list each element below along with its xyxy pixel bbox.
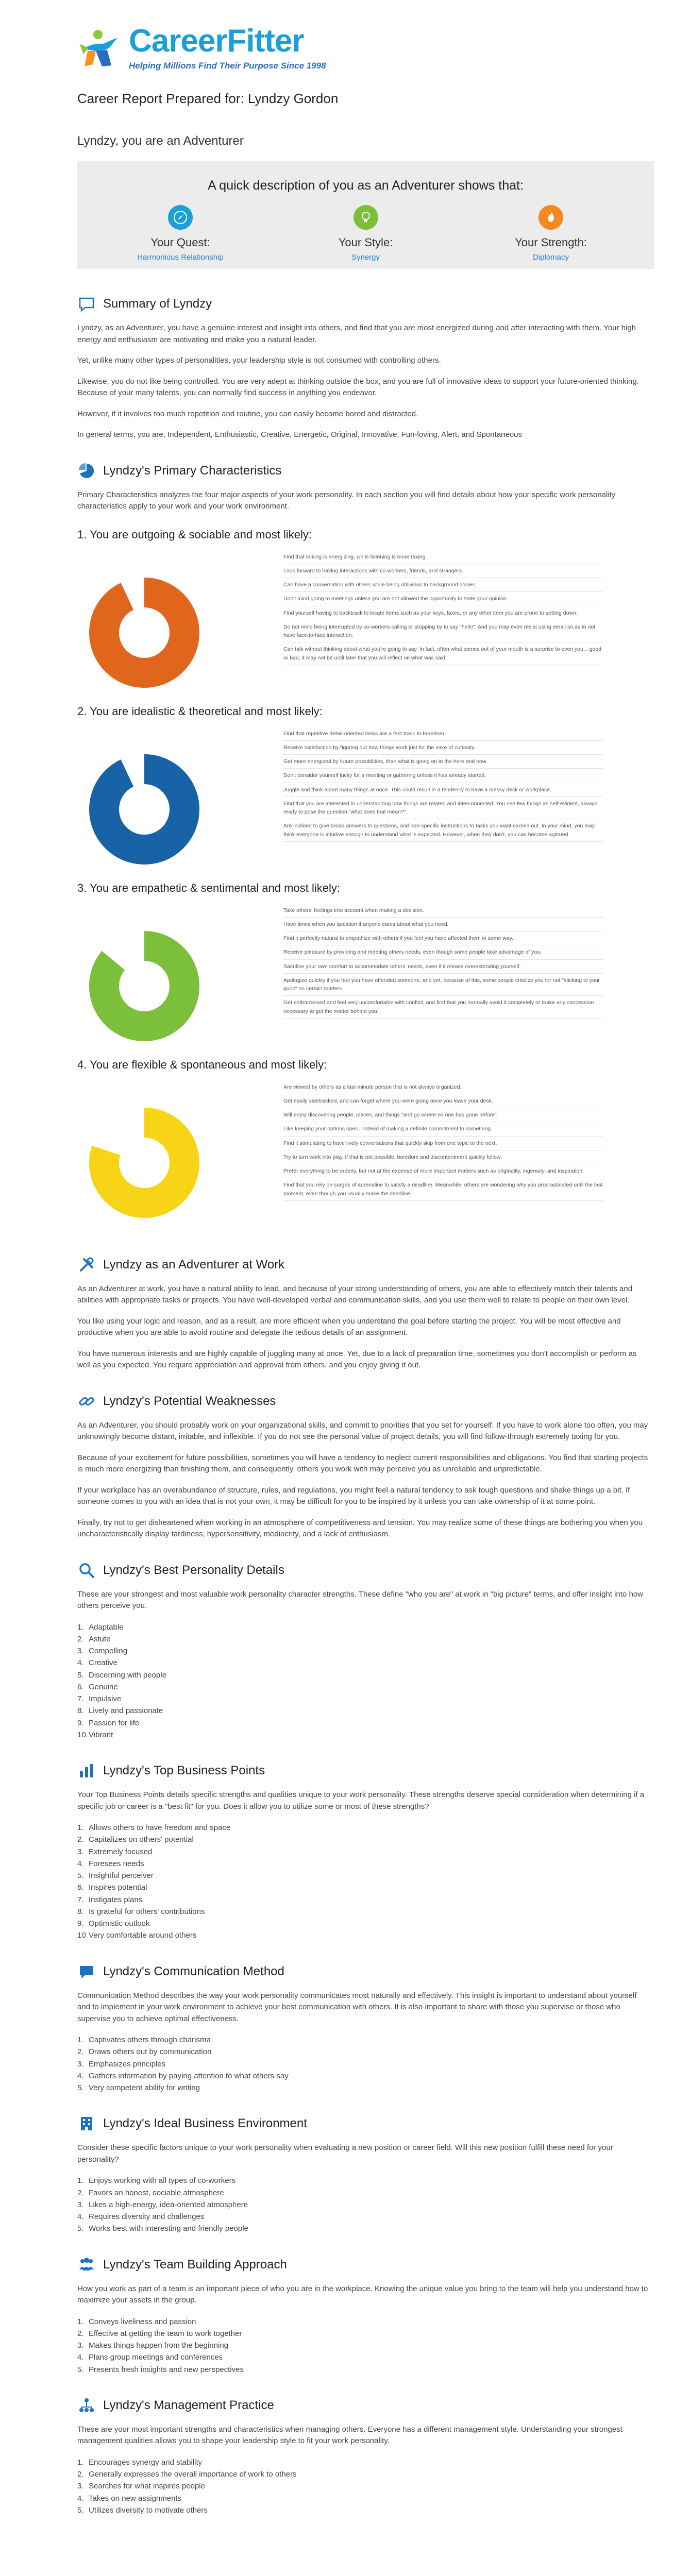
list-item: Get easily sidetracked, and can forget where you were going once you leave your desk. (283, 1094, 603, 1108)
list-item: 4. Creative (77, 1658, 117, 1668)
list-item: 2. Capitalizes on others' potential (77, 1835, 194, 1844)
chat-bubble-icon (77, 295, 96, 313)
best-details-list (77, 1621, 654, 1741)
brand-name-part1: Career (129, 23, 227, 59)
percent-ring-gauge (88, 753, 201, 866)
list-item: 4. Plans group meetings and conferences (77, 2353, 223, 2362)
quick-description-title: A quick description of you as an Adventurer shows that: (208, 178, 524, 193)
best-details-section (77, 1561, 654, 1741)
summary-title: Summary of Lyndzy (103, 297, 212, 311)
environment-intro: Consider these specific factors unique to your work personality when evaluating a new position or career field. Will this new position fulfill these need for your personality? (77, 2143, 613, 2164)
characteristic-list (283, 727, 603, 842)
list-item: 2. Draws others out by communication (77, 2047, 212, 2057)
management-intro: These are your most important strengths and characteristics when managing others. Everyone has a different management style. Understanding your strongest management qualities allows you to shape your leadership style to fit your work personality. (77, 2425, 622, 2446)
team-section (77, 2256, 654, 2376)
team-intro: How you work as part of a team is an important piece of who you are in the workplace. Knowing the unique value you bring to the team will help you understand how to maximize your assets in the group. (77, 2284, 648, 2304)
list-item: Have times when you question if anyone cares about what you need. (283, 918, 603, 931)
brand-name[interactable] (129, 25, 326, 57)
list-item: 1. Encourages synergy and stability (77, 2458, 203, 2467)
summary-section (77, 295, 654, 441)
list-item: 3. Makes things happen from the beginning (77, 2341, 229, 2350)
compass-icon (168, 205, 193, 230)
characteristic-heading: 1. You are outgoing & sociable and most likely: (77, 528, 312, 541)
quest-label: Your Quest: (150, 235, 210, 249)
style-value-link[interactable]: Synergy (351, 252, 380, 262)
percent-ring-gauge (88, 929, 201, 1043)
team-people-icon (77, 2256, 96, 2274)
list-item: Will enjoy discovering people, places, and things "and go where no one has gone before". (283, 1108, 603, 1122)
list-item: 2. Astute (77, 1634, 111, 1643)
list-item: Juggle and think about many things at once. This could result in a tendency to have a messy desk or workplace. (283, 783, 603, 797)
summary-paragraph: Lyndzy, as an Adventurer, you have a genuine interest and insight into others, and find that you are most energized during and after interacting with them. Your high energy and enthusiasm are motivating and make you a natural leader. (77, 324, 636, 344)
business-points-title: Lyndzy's Top Business Points (103, 1764, 265, 1777)
list-item: Receive satisfaction by figuring out how things work just for the sake of curiosity. (283, 741, 603, 755)
list-item: Find it stimulating to have lively conversations that quickly skip from one topic to the next. (283, 1137, 603, 1150)
list-item: 10. Very comfortable around others (77, 1931, 197, 1940)
list-item: 5. Works best with interesting and friendly people (77, 2224, 248, 2233)
gauge-percent-label: 86% (124, 976, 164, 998)
primary-intro: Primary Characteristics analyzes the four major aspects of your work personality. In each section you will find details about how your specific work personality characteristics apply to your work and your work environment. (77, 490, 616, 511)
hierarchy-icon (77, 2396, 96, 2415)
list-item: 9. Optimistic outlook (77, 1919, 150, 1928)
characteristic-heading: 4. You are flexible & spontaneous and most likely: (77, 1058, 327, 1071)
list-item: 2. Favors an honest, sociable atmosphere (77, 2188, 224, 2197)
summary-paragraph: However, if it involves too much repetition and routine, you can easily become bored and distracted. (77, 409, 418, 418)
weaknesses-title: Lyndzy's Potential Weaknesses (103, 1394, 276, 1408)
list-item: Try to turn work into play, if that is not possible, boredom and discontentment quickly follow. (283, 1150, 603, 1164)
characteristic-group (77, 703, 654, 866)
at-work-paragraph: You like using your logic and reason, and as a result, are more efficient when you understand the goal before starting the project. You will be most effective and productive when you are able to avoid routine and delegate the tedious details of an assignment. (77, 1316, 621, 1337)
gauge-percent-label: 93% (124, 799, 164, 821)
characteristic-group (77, 1056, 654, 1219)
list-item: 1. Adaptable (77, 1622, 124, 1632)
search-icon (77, 1561, 96, 1580)
at-work-title: Lyndzy as an Adventurer at Work (103, 1257, 285, 1272)
list-item: 1. Allows others to have freedom and space (77, 1823, 231, 1832)
list-item: Find that talking is energizing, while listening is more taxing. (283, 550, 603, 564)
list-item: 4. Requires diversity and challenges (77, 2212, 205, 2221)
bar-chart-icon (77, 1761, 96, 1780)
careerfitter-logo-icon (77, 28, 124, 70)
list-item: 6. Inspires potential (77, 1883, 147, 1892)
characteristic-heading: 3. You are empathetic & sentimental and most likely: (77, 881, 340, 894)
team-list (77, 2316, 654, 2376)
business-points-intro: Your Top Business Points details specific strengths and qualities unique to your work personality. These strengths deserve special consideration when determining if a specific job or career is a "best fit" for you. Does it allow you to utilize some or most of these strengths? (77, 1790, 645, 1811)
style-label: Your Style: (338, 235, 393, 249)
speech-bubble-icon (77, 1962, 96, 1981)
primary-title: Lyndzy's Primary Characteristics (103, 463, 282, 478)
characteristic-heading: 2. You are idealistic & theoretical and most likely: (77, 704, 323, 718)
list-item: 9. Passion for life (77, 1718, 140, 1727)
weaknesses-paragraph: Because of your excitement for future possibilities, sometimes you will have a tendency to neglect current responsibilities and obligations. You find that starting projects is much more energizing than finishing them, and consequently, others you work with may perceive you as unreliable and unpredictable. (77, 1453, 648, 1473)
list-item: Get embarrassed and feel very uncomfortable with conflict, and find that you normally avoid it completely or make any concession necessary to get the matter behind you. (283, 996, 603, 1019)
brand-tagline: Helping Millions Find Their Purpose Since 1998 (129, 61, 326, 71)
summary-paragraph: In general terms, you are, Independent, Enthusiastic, Creative, Energetic, Original, Innovative, Fun-loving, Alert, and Spontaneous (77, 430, 522, 439)
best-details-title: Lyndzy's Best Personality Details (103, 1563, 284, 1577)
building-icon (77, 2114, 96, 2133)
list-item: 5. Insightful perceiver (77, 1871, 154, 1880)
list-item: 1. Captivates others through charisma (77, 2036, 211, 2044)
environment-list (77, 2175, 654, 2234)
personality-type-heading: Lyndzy, you are an Adventurer (77, 134, 244, 148)
list-item: Apologize quickly if you feel you have offended someone, and yet, because of this, some people criticize you for not "sticking to your guns" on certain matters. (283, 974, 603, 996)
list-item: 4. Gathers information by paying attention to what others say (77, 2071, 289, 2080)
management-list (77, 2456, 654, 2516)
list-item: 3. Likes a high-energy, idea-oriented atmosphere (77, 2200, 248, 2209)
quick-description-box (77, 161, 654, 269)
list-item: Look forward to having interactions with co-workers, friends, and strangers. (283, 564, 603, 578)
list-item: 5. Utilizes diversity to motivate others (77, 2505, 208, 2515)
gauge-percent-label: 93% (124, 622, 164, 645)
weaknesses-paragraph: Finally, try not to get disheartened when working in an atmosphere of competitiveness and tension. You may realize some of these things are bothering you when you uncharacteristically display tardiness, hypersensitivity, mediocrity, and a lack of enthusiasm. (77, 1518, 643, 1538)
brand-header (77, 21, 654, 77)
management-section (77, 2396, 654, 2516)
list-item: Find that you are interested in understanding how things are related and interconnected. You see few things as self-evident, always ready to pose the question "what does that mean?". (283, 797, 603, 820)
strength-column (474, 205, 628, 264)
list-item: Find that repetitive detail-oriented tasks are a fast track to boredom. (283, 727, 603, 741)
list-item: Don't consider yourself lucky for a meeting or gathering unless it has already started. (283, 769, 603, 783)
list-item: 3. Searches for what inspires people (77, 2482, 205, 2491)
communication-section (77, 1962, 654, 2094)
weaknesses-paragraph: As an Adventurer, you should probably work on your organizational skills, and commit to priorities that you set for yourself. If you have to work alone too often, you may unknowingly become distant, irritable, and inflexible. If you do not see the personal value of project details, you will find follow-through extremely taxing for you. (77, 1420, 648, 1441)
pie-chart-icon (77, 462, 96, 480)
list-item: 3. Emphasizes principles (77, 2059, 166, 2069)
list-item: 8. Lively and passionate (77, 1706, 163, 1716)
summary-paragraph: Likewise, you do not like being controlled. You are very adept at thinking outside the box, and you are full of innovative ideas to support your future-oriented thinking. Because of your many talents, you can normally find success in anything you endeavor. (77, 377, 639, 397)
lightbulb-icon (354, 205, 378, 230)
list-item: 7. Impulsive (77, 1694, 122, 1703)
list-item: 5. Presents fresh insights and new perspectives (77, 2365, 244, 2374)
strength-label: Your Strength: (515, 235, 587, 249)
list-item: Find it perfectly natural to empathize with others if you feel you have affected them in some way. (283, 931, 603, 945)
quest-column (103, 205, 258, 264)
list-item: Prefer everything to be orderly, but not at the expense of more important matters such as originality, ingenuity, and inspiration. (283, 1164, 603, 1178)
list-item: Like keeping your options open, instead of making a definite commitment to something. (283, 1122, 603, 1136)
weaknesses-paragraph: If your workplace has an overabundance of structure, rules, and regulations, you might feel a natural tendency to ask tough questions and shake things up a bit. If someone comes to you with an idea that is not your own, it may be difficult for you to be inspired by it unless you can take ownership of it at some point. (77, 1485, 630, 1506)
characteristic-group (77, 526, 654, 689)
characteristic-list (283, 1080, 603, 1201)
list-item: Are inclined to give broad answers to questions, and non-specific instructions to tasks you want carried out. In your mind, you may think everyone is intuitive enough to understand what is expected. However, when they don't, you can become agitated. (283, 819, 603, 842)
characteristic-list (283, 550, 603, 665)
list-item: 8. Is grateful for others' contributions (77, 1907, 205, 1916)
characteristic-group (77, 879, 654, 1043)
list-item: Don't mind going to meetings unless you are not allowed the opportunity to state your opinion. (283, 592, 603, 606)
gauge-percent-label: 80% (124, 1153, 164, 1175)
list-item: 6. Genuine (77, 1682, 118, 1691)
list-item: 2. Generally expresses the overall importance of work to others (77, 2470, 297, 2479)
primary-characteristics-section (77, 462, 654, 1219)
percent-ring-gauge (88, 576, 201, 689)
at-work-section (77, 1256, 654, 1371)
summary-paragraph: Yet, unlike many other types of personalities, your leadership style is not consumed with controlling others. (77, 356, 441, 365)
list-item: 4. Takes on new assignments (77, 2494, 182, 2503)
list-item: Find that you rely on surges of adrenaline to satisfy a deadline. Meanwhile, others are wondering why you procrastinated until the last moment, even though you usually make the deadline. (283, 1178, 603, 1201)
list-item: 3. Compelling (77, 1647, 128, 1655)
tools-icon (77, 1256, 96, 1274)
percent-ring-gauge (88, 1106, 201, 1219)
at-work-paragraph: As an Adventurer at work, you have a natural ability to lead, and because of your strong understanding of others, you are able to effectively match their talents and abilities with appropriate tasks or projects. You have well-developed verbal and communication skills, and you use them well to relate to people on their own level. (77, 1284, 633, 1304)
list-item: 5. Very competent ability for writing (77, 2083, 200, 2092)
list-item: 1. Enjoys working with all types of co-workers (77, 2176, 236, 2185)
list-item: 1. Conveys liveliness and passion (77, 2317, 196, 2326)
list-item: Are viewed by others as a last-minute person that is not always organized. (283, 1080, 603, 1094)
quest-value-link[interactable]: Harmonious Relationship (137, 252, 224, 262)
flame-icon (538, 205, 563, 230)
best-details-intro: These are your strongest and most valuable work personality character strengths. These define "who you are" at work in "big picture" terms, and offer insight into how others perceive you. (77, 1589, 643, 1610)
management-title: Lyndzy's Management Practice (103, 2398, 274, 2412)
list-item: Do not mind being interrupted by co-workers calling or stopping by to say "hello". And you may even resist using email so as to not have face-to-face interaction. (283, 620, 603, 643)
at-work-paragraph: You have numerous interests and are highly capable of juggling many at once. Yet, due to a lack of preparation time, sometimes you don't accomplish or perform as well as you expected. You require appreciation and approval from others, and you enjoy giving it out. (77, 1349, 637, 1369)
team-title: Lyndzy's Team Building Approach (103, 2257, 287, 2272)
characteristic-list (283, 904, 603, 1019)
list-item: 2. Effective at getting the team to work together (77, 2329, 242, 2338)
environment-section (77, 2114, 654, 2234)
list-item: Sacrifice your own comfort to accommodate others' needs, even if it means overextending yourself. (283, 960, 603, 974)
communication-list (77, 2034, 654, 2094)
brand-name-part2: Fitter (227, 23, 304, 59)
strength-value-link[interactable]: Diplomacy (532, 252, 569, 262)
list-item: 10. Vibrant (77, 1730, 113, 1739)
communication-intro: Communication Method describes the way your work personality communicates most naturally and effectively. This insight is important to understand about yourself and to implement in your work environment to achieve your best communication with others. It is also important to share with those you supervise or those who supervise you to achieve optimal effectiveness. (77, 1991, 637, 2023)
list-item: Take others' feelings into account when making a decision. (283, 904, 603, 918)
business-points-section (77, 1761, 654, 1942)
link-chain-icon (77, 1392, 96, 1411)
list-item: Can have a conversation with others while being oblivious to background noises. (283, 578, 603, 592)
environment-title: Lyndzy's Ideal Business Environment (103, 2116, 307, 2131)
weaknesses-section (77, 1392, 654, 1540)
report-title: Career Report Prepared for: Lyndzy Gordon (77, 91, 339, 106)
communication-title: Lyndzy's Communication Method (103, 1964, 284, 1978)
list-item: Get more energized by future possibilities, than what is going on in the here and now. (283, 755, 603, 769)
business-points-list (77, 1822, 654, 1942)
list-item: 5. Discerning with people (77, 1670, 166, 1680)
list-item: 7. Instigates plans (77, 1895, 143, 1904)
list-item: Can talk without thinking about what you're going to say. In fact, often what comes out of your mouth is a surprise to even you... good or bad, it may not be until later that you will reflect on what was said. (283, 642, 603, 665)
list-item: Receive pleasure by providing and meeting others needs, even though some people take advantage of you. (283, 945, 603, 959)
list-item: 4. Foresees needs (77, 1859, 144, 1868)
style-column (289, 205, 443, 264)
list-item: Find yourself having to backtrack to locate items such as your keys, faxes, or any other item you are prone to setting down. (283, 606, 603, 620)
list-item: 3. Extremely focused (77, 1847, 153, 1856)
